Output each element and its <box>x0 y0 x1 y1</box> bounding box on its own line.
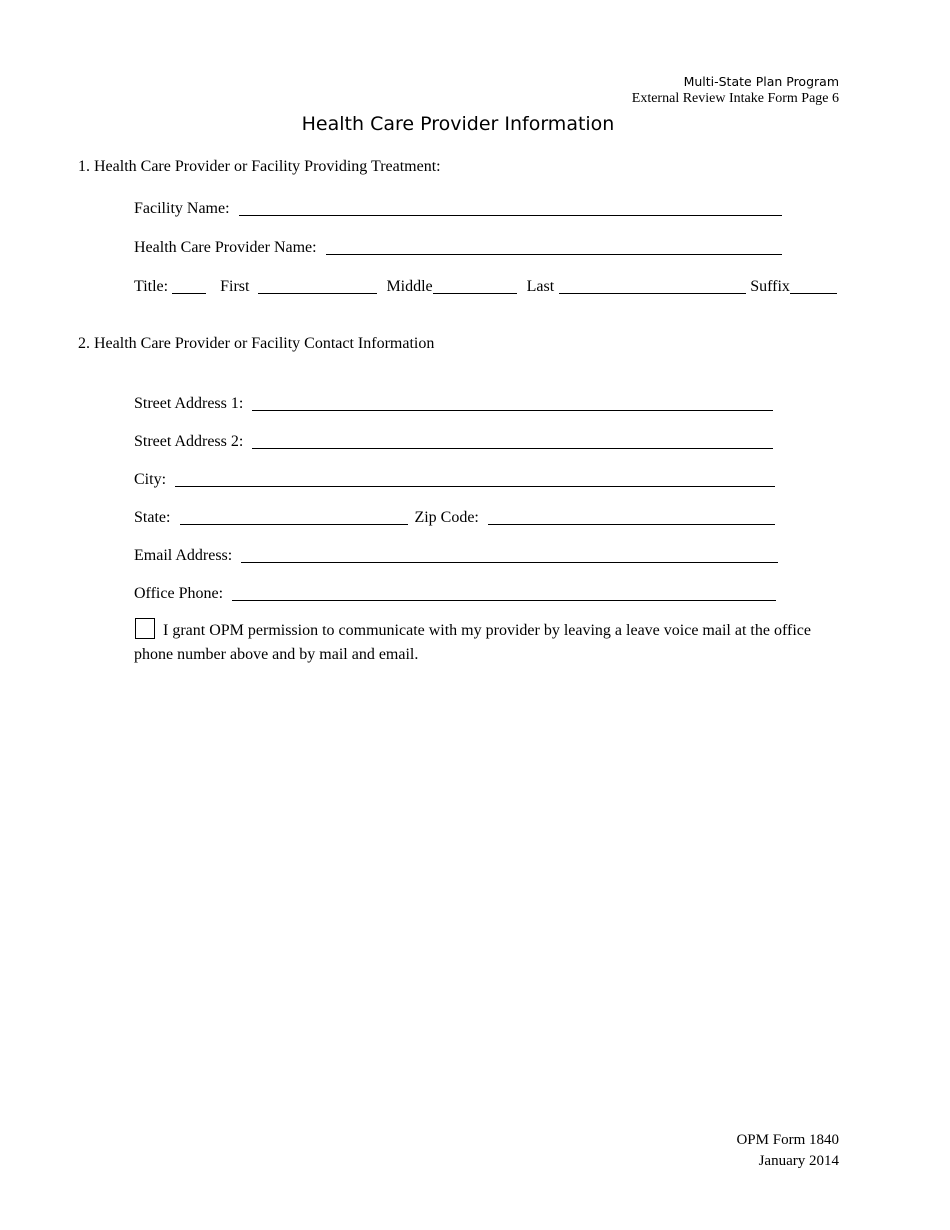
street1-row <box>134 391 773 413</box>
city-row <box>134 467 775 489</box>
zip-code-field[interactable] <box>488 508 775 525</box>
section-2-heading: 2. Health Care Provider or Facility Contact Information <box>78 335 435 352</box>
page-title: Health Care Provider Information <box>301 113 615 135</box>
middle-name-field[interactable] <box>433 277 517 294</box>
section-1-heading: 1. Health Care Provider or Facility Providing Treatment: <box>78 158 441 175</box>
consent-text: I grant OPM permission to communicate with my provider by leaving a leave voice mail at the office phone number above and by mail and email. <box>134 622 811 663</box>
form-date: January 2014 <box>758 1153 839 1169</box>
street-address-1-label: Street Address 1: <box>134 395 244 412</box>
facility-name-row <box>134 196 782 218</box>
provider-name-row <box>134 235 782 257</box>
office-phone-field[interactable] <box>232 584 776 601</box>
email-row <box>134 543 778 565</box>
city-label: City: <box>134 471 167 488</box>
state-field[interactable] <box>180 508 408 525</box>
office-phone-label: Office Phone: <box>134 585 224 602</box>
last-label: Last <box>526 278 555 295</box>
phone-row <box>134 581 776 603</box>
email-address-field[interactable] <box>241 546 778 563</box>
street-address-1-field[interactable] <box>252 394 773 411</box>
facility-name-label: Facility Name: <box>134 200 230 217</box>
state-zip-row <box>134 505 775 527</box>
zip-code-label: Zip Code: <box>414 509 479 526</box>
email-address-label: Email Address: <box>134 547 233 564</box>
suffix-field[interactable] <box>790 277 837 294</box>
street-address-2-label: Street Address 2: <box>134 433 244 450</box>
state-label: State: <box>134 509 171 526</box>
middle-label: Middle <box>386 278 433 295</box>
provider-name-field[interactable] <box>326 238 782 255</box>
title-label: Title: <box>134 278 169 295</box>
street2-row <box>134 429 773 451</box>
suffix-label: Suffix <box>750 278 790 295</box>
form-page-label: External Review Intake Form Page 6 <box>631 91 839 106</box>
facility-name-field[interactable] <box>239 199 782 216</box>
first-name-field[interactable] <box>258 277 377 294</box>
form-number: OPM Form 1840 <box>736 1132 839 1148</box>
first-label: First <box>220 278 250 295</box>
title-field[interactable] <box>172 277 206 294</box>
program-name: Multi-State Plan Program <box>683 74 839 89</box>
city-field[interactable] <box>175 470 775 487</box>
name-parts-row <box>134 274 837 296</box>
last-name-field[interactable] <box>559 277 746 294</box>
provider-name-label: Health Care Provider Name: <box>134 239 317 256</box>
street-address-2-field[interactable] <box>252 432 773 449</box>
